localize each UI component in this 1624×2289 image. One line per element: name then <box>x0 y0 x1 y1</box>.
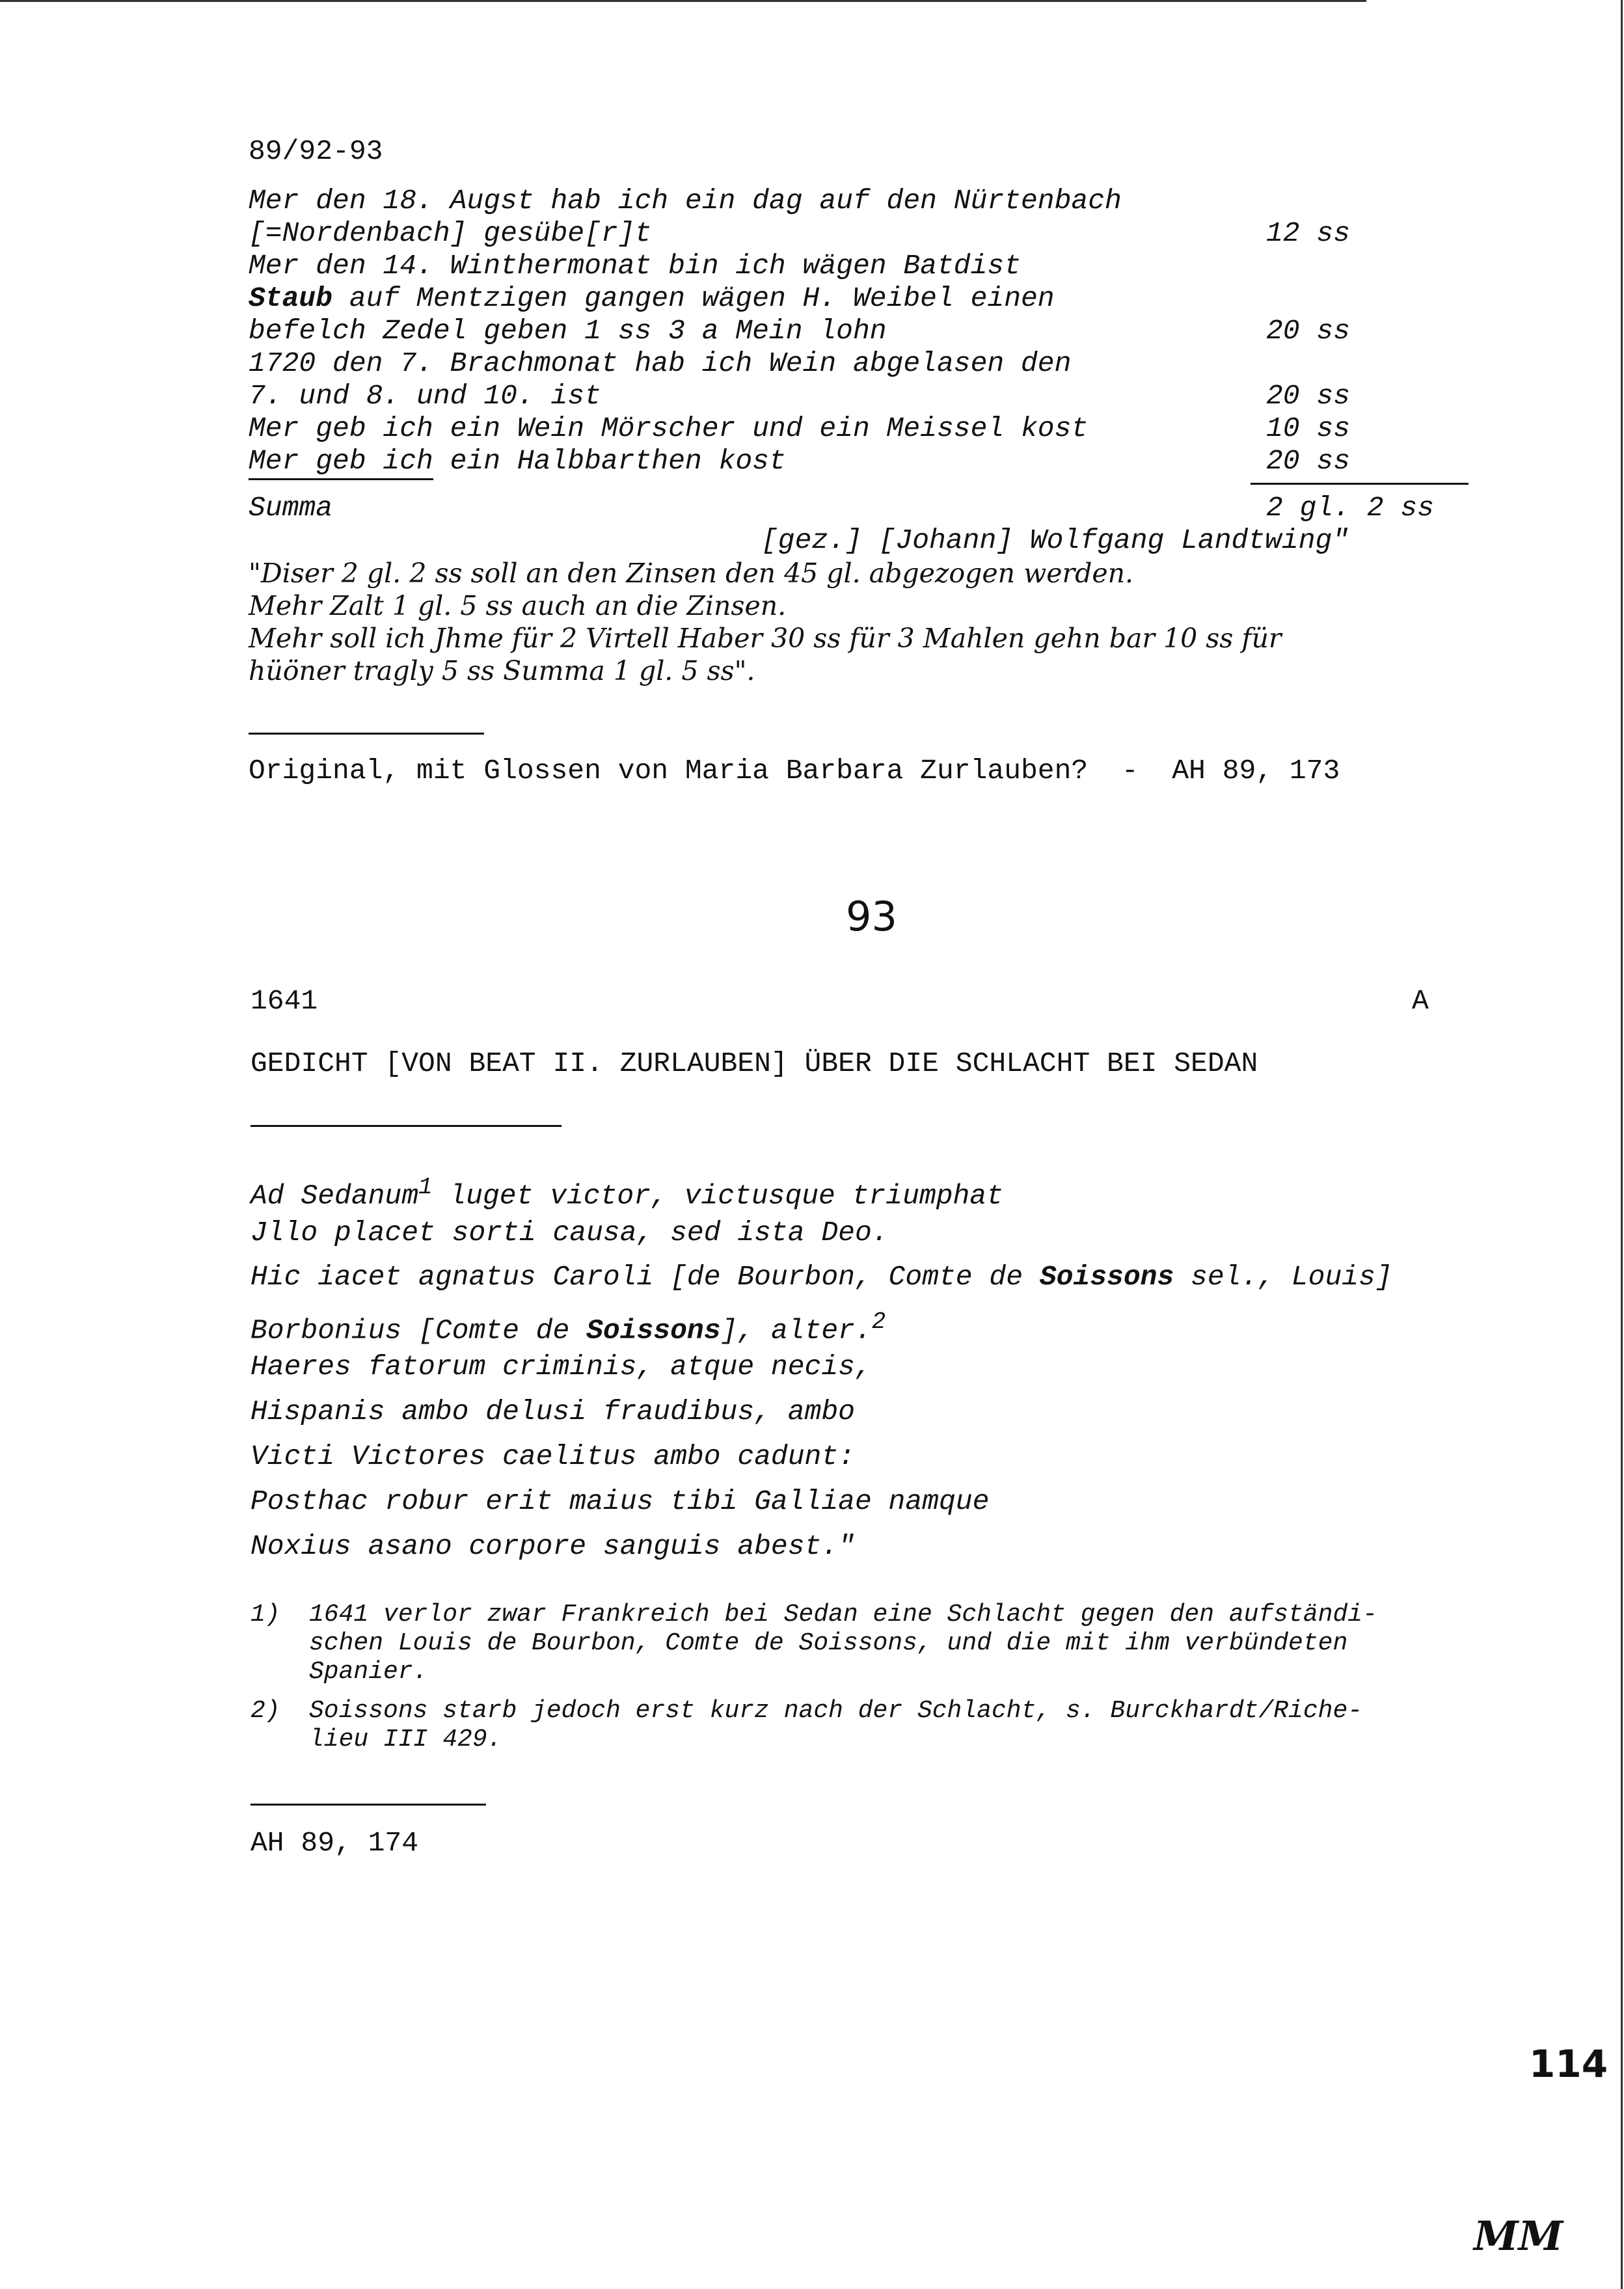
summa-amount: 2 gl. 2 ss <box>1266 492 1435 524</box>
footnote-text: Spanier. <box>309 1658 428 1686</box>
verse-line: Jllo placet sorti causa, sed ista Deo. <box>250 1217 889 1249</box>
footnote-ref-1: 1 <box>418 1174 433 1200</box>
page-number: 114 <box>1529 2042 1608 2086</box>
verse-line: Borbonius [Comte de Soissons], alter.$^2$ <box>250 1308 886 1347</box>
entry-line: Mer den 18. Augst hab ich ein dag auf den Nürtenbach <box>249 185 1122 217</box>
verse-line: Hic iacet agnatus Caroli [de Bourbon, Comte de Soissons sel., Louis] <box>250 1261 1392 1293</box>
page-border-right <box>1621 0 1623 2289</box>
title-divider <box>250 1125 562 1127</box>
footnote-ref-2: 2 <box>871 1308 886 1335</box>
footnote-text: schen Louis de Bourbon, Comte de Soissons, und die mit ihm verbündeten <box>309 1629 1348 1657</box>
entry-amount: 20 ss <box>1266 445 1351 477</box>
entry-amount: 20 ss <box>1266 380 1351 412</box>
footnote-number: 1) <box>250 1601 280 1629</box>
verse-line: Haeres fatorum criminis, atque necis, <box>250 1351 872 1383</box>
entry-amount: 20 ss <box>1266 315 1351 347</box>
entry-line: [=Nordenbach] gesübe[r]t <box>249 217 652 249</box>
document-number: 93 <box>846 893 897 940</box>
source-reference: AH 89, 174 <box>250 1827 419 1859</box>
summa-label: Summa <box>249 492 333 524</box>
entry-line: befelch Zedel geben 1 ss 3 a Mein lohn <box>249 315 887 347</box>
gloss-line: Mehr soll ich Jhme für 2 Virtell Haber 30 ss für 3 Mahlen gehn bar 10 ss für <box>249 623 1282 654</box>
entry-line: Mer geb ich ein Halbbarthen kost <box>249 445 786 478</box>
document-title: GEDICHT [VON BEAT II. ZURLAUBEN] ÜBER DIE SCHLACHT BEI SEDAN <box>250 1048 1258 1079</box>
page-border-top <box>0 0 1366 2</box>
verse-line: Posthac robur erit maius tibi Galliae namque <box>250 1485 990 1517</box>
entry-line: Mer geb ich ein Wein Mörscher und ein Meissel kost <box>249 413 1089 444</box>
gloss-line: Mehr Zalt 1 gl. 5 ss auch an die Zinsen. <box>249 590 787 621</box>
sum-rule <box>1251 483 1468 485</box>
entry-line: 1720 den 7. Brachmonat hab ich Wein abgelasen den <box>249 347 1072 379</box>
entry-amount: 10 ss <box>1266 413 1351 444</box>
entry-amount: 12 ss <box>1266 217 1351 249</box>
document-year: 1641 <box>250 985 318 1017</box>
entry-line: Mer den 14. Winthermonat bin ich wägen Batdist <box>249 250 1021 282</box>
footnote-text: 1641 verlor zwar Frankreich bei Sedan eine Schlacht gegen den aufständi- <box>309 1601 1377 1629</box>
footnote-number: 2) <box>250 1697 280 1725</box>
verse-line: Hispanis ambo delusi fraudibus, ambo <box>250 1396 855 1428</box>
verse-line: Ad Sedanum$^1$ luget victor, victusque triumphat <box>250 1174 1003 1212</box>
handwritten-initials: MM <box>1474 2212 1563 2260</box>
footnote-text: lieu III 429. <box>309 1726 502 1754</box>
note-divider <box>249 733 484 735</box>
verse-line: Noxius asano corpore sanguis abest." <box>250 1530 855 1562</box>
source-note: Original, mit Glossen von Maria Barbara Zurlauben? - AH 89, 173 <box>249 755 1340 787</box>
entry-line: Staub auf Mentzigen gangen wägen H. Weibel einen <box>249 282 1055 314</box>
signature: [gez.] [Johann] Wolfgang Landtwing" <box>761 524 1349 556</box>
reference-number: 89/92-93 <box>249 135 383 167</box>
footnote-text: Soissons starb jedoch erst kurz nach der Schlacht, s. Burckhardt/Riche- <box>309 1697 1363 1725</box>
source-divider <box>250 1804 486 1806</box>
name-staub: Staub <box>249 282 333 314</box>
verse-line: Victi Victores caelitus ambo cadunt: <box>250 1441 855 1472</box>
entry-line: 7. und 8. und 10. ist <box>249 380 601 412</box>
gloss-line: "Diser 2 gl. 2 ss soll an den Zinsen den 45 gl. abgezogen werden. <box>249 558 1134 589</box>
gloss-line: hüöner tragly 5 ss Summa 1 gl. 5 ss". <box>249 655 755 686</box>
document-letter: A <box>1412 985 1429 1017</box>
